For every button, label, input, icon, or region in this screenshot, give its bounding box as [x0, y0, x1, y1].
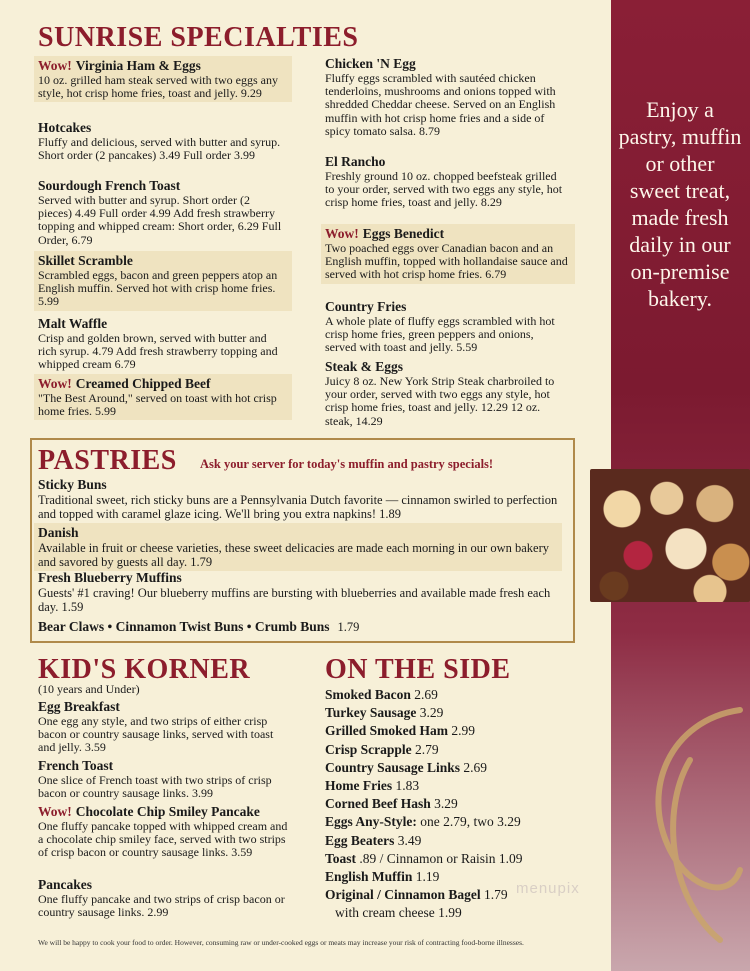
- side-item-price: 2.79: [415, 741, 439, 757]
- promo-line: sweet treat,: [629, 178, 731, 203]
- item-desc: 10 oz. grilled ham steak served with two eggs any style, hot crisp home fries, toast and jelly. 9.29: [38, 73, 278, 101]
- item-name: Chocolate Chip Smiley Pancake: [75, 804, 260, 819]
- side-item-name: Home Fries: [325, 777, 393, 793]
- side-item: [325, 904, 595, 922]
- item-name: Fresh Blueberry Muffins: [38, 570, 182, 585]
- side-item: [325, 686, 595, 704]
- item-desc: One fluffy pancake topped with whipped cream and a chocolate chip smiley face, served with two strips of crisp bacon or country sausage links. 3.59: [38, 819, 288, 860]
- wow-badge: Wow!: [38, 804, 72, 819]
- wow-badge: Wow!: [38, 58, 72, 73]
- item-name: Sourdough French Toast: [38, 178, 181, 193]
- item-name: Sticky Buns: [38, 477, 107, 492]
- menu-item: [38, 178, 284, 247]
- item-name: Eggs Benedict: [362, 226, 445, 241]
- side-item: [325, 722, 595, 740]
- item-desc: One slice of French toast with two strips of crisp bacon or country sausage links. 3.99: [38, 773, 272, 801]
- menu-item: [325, 359, 567, 428]
- side-item-name: Toast: [325, 850, 357, 866]
- item-desc: Scrambled eggs, bacon and green peppers atop an English muffin. Served hot with crisp home fries. 5.99: [38, 268, 278, 309]
- item-name: Chicken 'N Egg: [325, 56, 416, 71]
- side-item-name: Original / Cinnamon Bagel: [325, 887, 481, 903]
- side-item-price: 3.29: [434, 796, 458, 812]
- item-desc: "The Best Around," served on toast with hot crisp home fries. 5.99: [38, 391, 277, 419]
- side-item: [325, 795, 595, 813]
- item-desc: Available in fruit or cheese varieties, these sweet delicacies are made each morning in our own bakery and savored by guests all day. 1.79: [38, 541, 550, 569]
- side-item-name: Country Sausage Links: [325, 759, 461, 775]
- item-name: Danish: [38, 525, 79, 540]
- menu-item: [325, 299, 567, 355]
- wow-badge: Wow!: [325, 226, 359, 241]
- side-item-price: 1.83: [395, 777, 420, 793]
- kids-subtitle: (10 years and Under): [38, 682, 140, 696]
- menu-item: [38, 877, 288, 919]
- menu-item: [38, 120, 284, 162]
- item-name: French Toast: [38, 758, 114, 773]
- promo-line: made fresh: [631, 205, 729, 230]
- sunrise-title: SUNRISE SPECIALTIES: [38, 22, 359, 53]
- side-title: ON THE SIDE: [325, 654, 511, 685]
- menu-item: [325, 154, 567, 210]
- item-desc: One fluffy pancake and two strips of crisp bacon or country sausage links. 2.99: [38, 892, 285, 920]
- side-list: [325, 686, 595, 922]
- menu-item: [38, 758, 288, 800]
- side-item: [325, 886, 595, 904]
- side-item-price: one 2.79, two 3.29: [420, 814, 521, 830]
- side-item: [325, 813, 595, 831]
- wow-badge: Wow!: [38, 376, 72, 391]
- item-name: Bear Claws • Cinnamon Twist Buns • Crumb Buns: [38, 619, 330, 634]
- side-item: [325, 850, 595, 868]
- item-desc: Fluffy eggs scrambled with sautéed chicken tenderloins, mushrooms and onions topped with shredded Cheddar cheese. Served on an English muffin with hot crisp home fries and a side of spicy tomato salsa. 8.79: [325, 71, 556, 138]
- footnote: We will be happy to cook your food to order. However, consuming raw or under-cooked eggs or meats may increase your risk of contracting food-borne illnesses.: [38, 938, 524, 947]
- item-name: Country Fries: [325, 299, 407, 314]
- menu-item: [38, 699, 288, 755]
- item-desc: Juicy 8 oz. New York Strip Steak charbroiled to your order, served with two eggs any style, hot crisp home fries, toast and jelly. 12.29 12 oz. steak, 14.29: [325, 374, 555, 428]
- side-item-name: English Muffin: [325, 868, 413, 884]
- item-desc: Guests' #1 craving! Our blueberry muffins are bursting with blueberries and available made fresh each day. 1.59: [38, 586, 551, 614]
- menu-item: [38, 316, 284, 372]
- side-item: [325, 741, 595, 759]
- promo-line: Enjoy a: [646, 97, 714, 122]
- item-name: Hotcakes: [38, 120, 92, 135]
- side-item-name: Grilled Smoked Ham: [325, 723, 449, 739]
- pastries-title: PASTRIES: [38, 445, 177, 476]
- side-item-price: 3.49: [397, 832, 422, 848]
- kids-title: KID'S KORNER: [38, 654, 251, 685]
- side-item-price: 1.19: [415, 868, 440, 884]
- item-desc: Fluffy and delicious, served with butter and syrup. Short order (2 pancakes) 3.49 Full order 3.99: [38, 135, 281, 163]
- item-desc: A whole plate of fluffy eggs scrambled with hot crisp home fries, green peppers and onions, served with toast and jelly. 5.59: [325, 314, 555, 355]
- item-desc: Traditional sweet, rich sticky buns are a Pennsylvania Dutch favorite — cinnamon swirled to perfection and topped with caramel glaze icing. We'll bring you extra napkins! 1.89: [38, 493, 558, 521]
- side-item-name: Smoked Bacon: [325, 687, 411, 702]
- side-item-name: Corned Beef Hash: [325, 796, 431, 812]
- item-name: Egg Breakfast: [38, 699, 120, 714]
- item-name: Steak & Eggs: [325, 359, 404, 374]
- watermark: menupix: [516, 880, 580, 897]
- side-item-price: .89 / Cinnamon or Raisin 1.09: [359, 850, 523, 866]
- menu-item: [34, 56, 292, 102]
- item-name: Creamed Chipped Beef: [75, 376, 211, 391]
- side-item: [325, 868, 595, 886]
- pastries-note: Ask your server for today's muffin and pastry specials!: [200, 457, 494, 471]
- item-desc: One egg any style, and two strips of either crisp bacon or country sausage links, served with toast and jelly. 3.59: [38, 714, 274, 755]
- side-item: [325, 777, 595, 795]
- item-name: Malt Waffle: [38, 316, 108, 331]
- promo-line: on-premise: [630, 259, 730, 284]
- menu-item: [34, 251, 292, 311]
- menu-item: [38, 804, 288, 860]
- promo-line: pastry, muffin: [618, 124, 742, 149]
- side-item: [325, 832, 595, 850]
- side-item-price: 2.99: [451, 723, 476, 739]
- item-name: El Rancho: [325, 154, 386, 169]
- menu-item: [34, 374, 292, 420]
- item-desc: Served with butter and syrup. Short order (2 pieces) 4.49 Full order 4.99 Add fresh strawberry topping and whipped cream: Short order, 6.29 Full Order, 6.79: [38, 193, 282, 247]
- promo-line: or other: [645, 151, 715, 176]
- pastry-item: [38, 477, 563, 521]
- item-desc: Freshly ground 10 oz. chopped beefsteak grilled to your order, served with two eggs any style, hot crisp home fries, toast and jelly. 8.29: [325, 169, 563, 210]
- pastry-item: [38, 618, 563, 636]
- menu-item: [325, 56, 567, 138]
- side-item-name: Crisp Scrapple: [325, 741, 412, 757]
- promo-line: bakery.: [648, 286, 712, 311]
- side-item-price: 1.79: [484, 887, 508, 903]
- item-price: 1.79: [337, 620, 360, 634]
- side-item-price: 3.29: [419, 705, 444, 721]
- item-name: Virginia Ham & Eggs: [75, 58, 201, 73]
- item-desc: Crisp and golden brown, served with butter and rich syrup. 4.79 Add fresh strawberry topping and whipped cream 6.79: [38, 331, 278, 372]
- side-item-price: 2.69: [463, 759, 488, 775]
- side-item-name: Turkey Sausage: [325, 705, 417, 721]
- bakery-promo: [614, 96, 746, 312]
- item-desc: Two poached eggs over Canadian bacon and an English muffin, topped with hollandaise sauce and served with hot crisp home fries. 6.79: [325, 241, 568, 282]
- pastry-photo: [590, 469, 750, 602]
- menu-item: [321, 224, 575, 284]
- promo-line: daily in our: [629, 232, 731, 257]
- item-name: Pancakes: [38, 877, 92, 892]
- side-item-name: Eggs Any-Style:: [325, 814, 417, 830]
- side-item-name: Egg Beaters: [325, 832, 395, 848]
- pastry-item: [34, 523, 562, 571]
- side-item: [325, 704, 595, 722]
- side-item-price: with cream cheese 1.99: [335, 905, 462, 921]
- pastry-item: [38, 570, 563, 614]
- item-name: Skillet Scramble: [38, 253, 133, 268]
- side-item: [325, 759, 595, 777]
- side-item-price: 2.69: [414, 687, 438, 702]
